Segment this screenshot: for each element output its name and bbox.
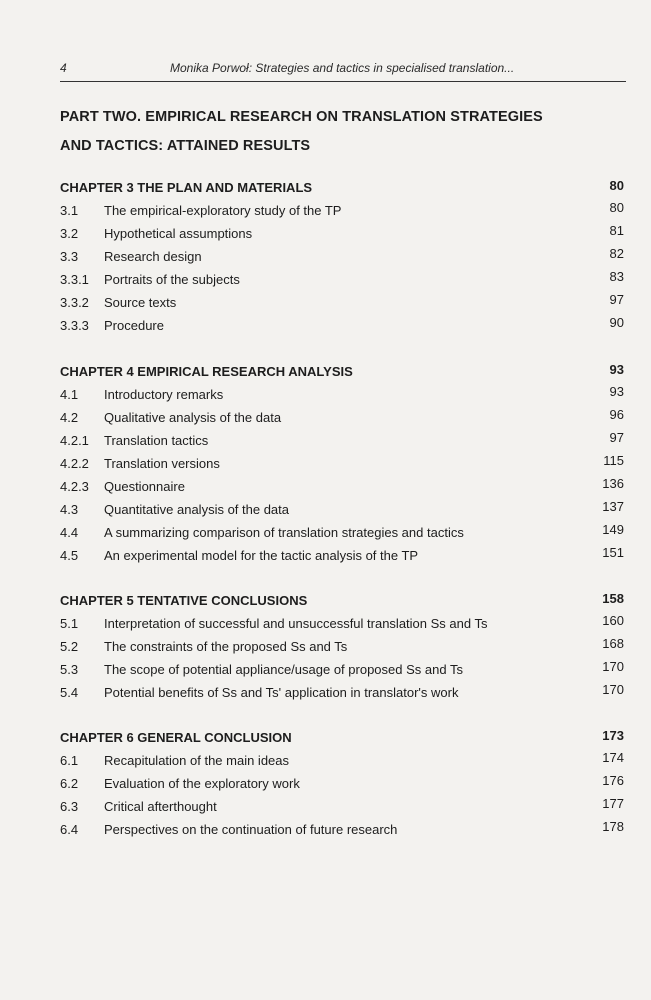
entry-title: Translation versions bbox=[104, 456, 220, 471]
entry-number: 3.3.3 bbox=[60, 318, 89, 333]
chapter-page-number: 158 bbox=[602, 591, 624, 606]
toc-entry bbox=[0, 796, 651, 819]
entry-page-number: 160 bbox=[602, 613, 624, 628]
chapter-title: CHAPTER 3 THE PLAN AND MATERIALS bbox=[60, 180, 313, 195]
entry-page-number: 137 bbox=[602, 499, 624, 514]
entry-number: 5.2 bbox=[60, 639, 79, 654]
entry-page-number: 80 bbox=[609, 200, 624, 215]
entry-page-number: 178 bbox=[602, 819, 624, 834]
entry-page-number: 81 bbox=[609, 223, 624, 238]
toc-entry bbox=[0, 545, 651, 568]
entry-number: 5.1 bbox=[60, 616, 79, 631]
entry-title: Procedure bbox=[104, 318, 164, 333]
entry-number: 3.3 bbox=[60, 249, 79, 264]
toc-entry bbox=[0, 200, 651, 223]
toc-entry bbox=[0, 522, 651, 545]
entry-number: 5.4 bbox=[60, 685, 79, 700]
chapter-5 bbox=[0, 591, 651, 705]
entry-title: Source texts bbox=[104, 295, 177, 310]
toc-entry bbox=[0, 682, 651, 705]
entry-title: Research design bbox=[104, 249, 202, 264]
entry-number: 4.4 bbox=[60, 525, 79, 540]
entry-page-number: 96 bbox=[609, 407, 624, 422]
entry-number: 3.3.2 bbox=[60, 295, 89, 310]
part-title bbox=[60, 103, 600, 161]
entry-title: Hypothetical assumptions bbox=[104, 226, 253, 241]
entry-title: Potential benefits of Ss and Ts' application in translator's work bbox=[104, 685, 459, 700]
entry-page-number: 177 bbox=[602, 796, 624, 811]
entry-title: An experimental model for the tactic analysis of the TP bbox=[104, 548, 419, 563]
chapter-heading bbox=[0, 178, 651, 200]
entry-title: The constraints of the proposed Ss and Ts bbox=[104, 639, 348, 654]
entry-title: The empirical-exploratory study of the TP bbox=[104, 203, 342, 218]
entry-title: Critical afterthought bbox=[104, 799, 217, 814]
entry-number: 3.3.1 bbox=[60, 272, 89, 287]
toc-entry bbox=[0, 384, 651, 407]
entry-title: A summarizing comparison of translation strategies and tactics bbox=[104, 525, 464, 540]
entry-number: 6.3 bbox=[60, 799, 79, 814]
entry-title: Introductory remarks bbox=[104, 387, 224, 402]
entry-page-number: 174 bbox=[602, 750, 624, 765]
toc-entry bbox=[0, 292, 651, 315]
toc-entry bbox=[0, 476, 651, 499]
entry-title: Translation tactics bbox=[104, 433, 209, 448]
entry-title: Perspectives on the continuation of future research bbox=[104, 822, 398, 837]
entry-title: Quantitative analysis of the data bbox=[104, 502, 290, 517]
entry-title: Recapitulation of the main ideas bbox=[104, 753, 290, 768]
toc-entry bbox=[0, 407, 651, 430]
toc-entry bbox=[0, 223, 651, 246]
part-title-line-2: AND TACTICS: ATTAINED RESULTS bbox=[60, 138, 311, 154]
chapter-heading bbox=[0, 362, 651, 384]
entry-page-number: 168 bbox=[602, 636, 624, 651]
entry-page-number: 115 bbox=[603, 453, 624, 468]
chapter-3 bbox=[0, 178, 651, 338]
entry-page-number: 90 bbox=[609, 315, 624, 330]
entry-number: 4.1 bbox=[60, 387, 79, 402]
header-page-number: 4 bbox=[60, 61, 67, 75]
entry-number: 3.2 bbox=[60, 226, 79, 241]
toc-entry bbox=[0, 750, 651, 773]
toc-entry bbox=[0, 636, 651, 659]
entry-number: 3.1 bbox=[60, 203, 79, 218]
chapter-6 bbox=[0, 728, 651, 842]
entry-page-number: 97 bbox=[609, 292, 624, 307]
toc-entry bbox=[0, 773, 651, 796]
entry-number: 6.1 bbox=[60, 753, 79, 768]
chapter-page-number: 80 bbox=[609, 178, 624, 193]
chapter-page-number: 173 bbox=[602, 728, 624, 743]
entry-number: 6.4 bbox=[60, 822, 79, 837]
entry-number: 4.5 bbox=[60, 548, 79, 563]
entry-number: 5.3 bbox=[60, 662, 79, 677]
entry-page-number: 83 bbox=[609, 269, 624, 284]
header-rule bbox=[60, 81, 626, 82]
entry-page-number: 149 bbox=[602, 522, 624, 537]
entry-page-number: 170 bbox=[602, 659, 624, 674]
toc-entry bbox=[0, 659, 651, 682]
chapter-title: CHAPTER 5 TENTATIVE CONCLUSIONS bbox=[60, 593, 308, 608]
entry-title: Interpretation of successful and unsuccessful translation Ss and Ts bbox=[104, 616, 488, 631]
chapter-title: CHAPTER 6 GENERAL CONCLUSION bbox=[60, 730, 292, 745]
entry-number: 6.2 bbox=[60, 776, 79, 791]
entry-page-number: 97 bbox=[609, 430, 624, 445]
entry-title: The scope of potential appliance/usage of proposed Ss and Ts bbox=[104, 662, 463, 677]
entry-title: Evaluation of the exploratory work bbox=[104, 776, 300, 791]
chapter-heading bbox=[0, 591, 651, 613]
entry-number: 4.2 bbox=[60, 410, 79, 425]
entry-number: 4.3 bbox=[60, 502, 79, 517]
chapter-4 bbox=[0, 362, 651, 568]
entry-page-number: 170 bbox=[602, 682, 624, 697]
toc-entry bbox=[0, 315, 651, 338]
part-title-line-1: PART TWO. EMPIRICAL RESEARCH ON TRANSLATION STRATEGIES bbox=[60, 109, 543, 125]
entry-number: 4.2.3 bbox=[60, 479, 89, 494]
toc-entry bbox=[0, 269, 651, 292]
toc-entry bbox=[0, 499, 651, 522]
chapter-title: CHAPTER 4 EMPIRICAL RESEARCH ANALYSIS bbox=[60, 364, 353, 379]
running-header bbox=[60, 61, 626, 81]
entry-title: Portraits of the subjects bbox=[104, 272, 240, 287]
chapter-heading bbox=[0, 728, 651, 750]
entry-number: 4.2.2 bbox=[60, 456, 89, 471]
chapter-page-number: 93 bbox=[609, 362, 624, 377]
toc-entry bbox=[0, 246, 651, 269]
entry-page-number: 151 bbox=[602, 545, 624, 560]
entry-title: Questionnaire bbox=[104, 479, 185, 494]
entry-page-number: 93 bbox=[609, 384, 624, 399]
toc-entry bbox=[0, 430, 651, 453]
toc-entry bbox=[0, 613, 651, 636]
entry-page-number: 176 bbox=[602, 773, 624, 788]
entry-page-number: 136 bbox=[602, 476, 624, 491]
toc-entry bbox=[0, 453, 651, 476]
entry-page-number: 82 bbox=[609, 246, 624, 261]
entry-title: Qualitative analysis of the data bbox=[104, 410, 282, 425]
entry-number: 4.2.1 bbox=[60, 433, 89, 448]
toc-entry bbox=[0, 819, 651, 842]
header-running-title: Monika Porwoł: Strategies and tactics in specialised translation... bbox=[170, 61, 515, 75]
